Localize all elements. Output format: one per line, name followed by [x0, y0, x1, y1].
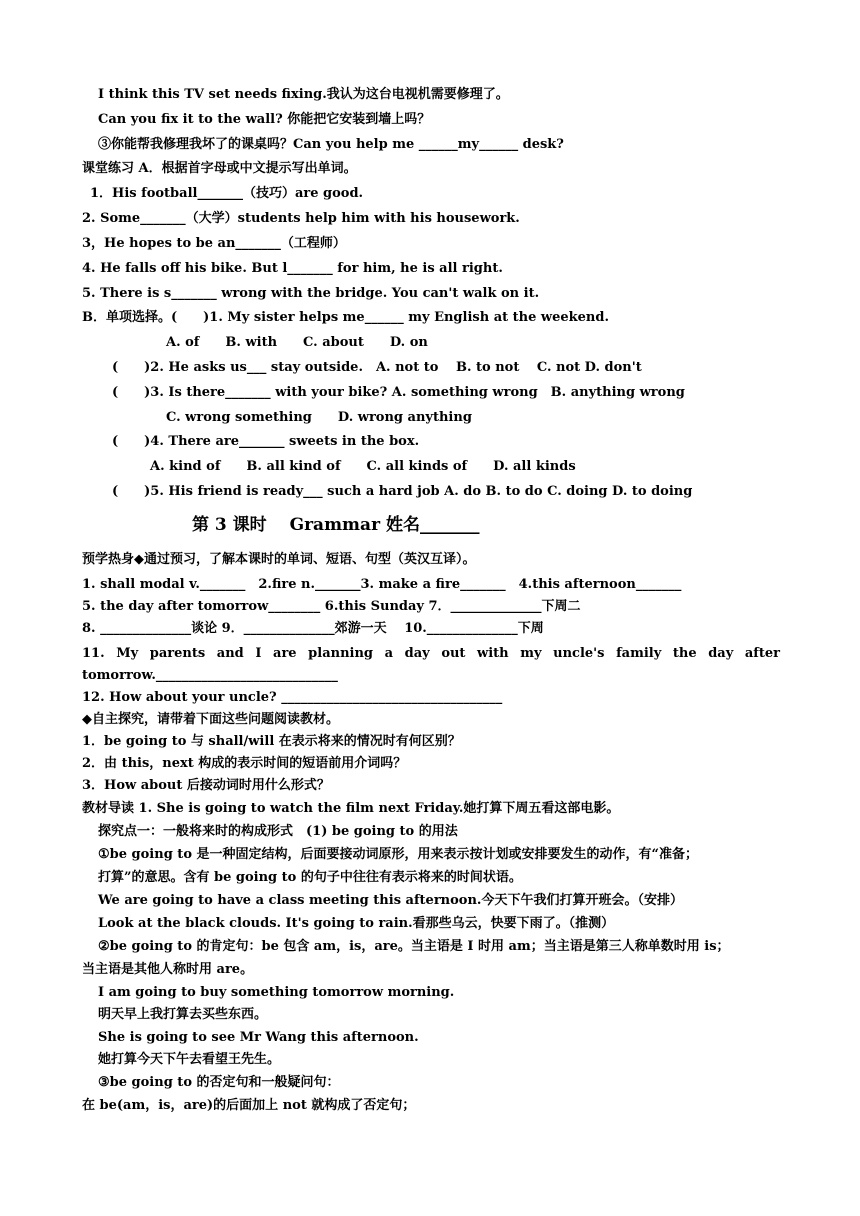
line: 8. ______________谈论 9．______________郊游一天 10.______________下周 — [82, 621, 544, 636]
line: 教材导读 1. She is going to watch the film next Friday.她打算下周五看这部电影。 — [82, 801, 620, 816]
line: 当主语是其他人称时用 are。 — [82, 962, 254, 977]
line: ③你能帮我修理我坏了的课桌吗？Can you help me ______my______ desk? — [98, 137, 564, 152]
q11-word: planning — [308, 646, 374, 661]
question: ( )3. Is there_______ with your bike? A. something wrong B. anything wrong — [112, 385, 685, 400]
q11-word: are — [273, 646, 297, 661]
options: A. of B. with C. about D. on — [166, 335, 428, 350]
q11-word: parents — [149, 646, 206, 661]
line: We are going to have a class meeting this afternoon.今天下午我们打算开班会。（安排） — [98, 893, 683, 908]
q11-word: the — [672, 646, 697, 661]
question: ( )2. He asks us___ stay outside. A. not to B. to not C. not D. don't — [112, 360, 642, 375]
line: She is going to see Mr Wang this afternoon. — [98, 1030, 419, 1045]
line: 她打算今天下午去看望王先生。 — [98, 1052, 281, 1067]
line: ②be going to 的肯定句：be 包含 am，is，are。当主语是 I 时用 am；当主语是第三人称单数时用 is； — [98, 939, 730, 954]
line: Look at the black clouds. It's going to rain.看那些乌云，快要下雨了。（推测） — [98, 916, 615, 931]
line: 打算”的意思。含有 be going to 的句子中往往有表示将来的时间状语。 — [98, 870, 522, 885]
line: Can you fix it to the wall? 你能把它安装到墙上吗？ — [98, 112, 431, 127]
section-heading: B．单项选择。( )1. My sister helps me______ my English at the weekend. — [82, 310, 609, 325]
line: 5. There is s_______ wrong with the bridge. You can't walk on it. — [82, 286, 540, 301]
options: A. kind of B. all kind of C. all kinds of D. all kinds — [150, 459, 576, 474]
lesson-title: 第 3 课时 Grammar 姓名_______ — [192, 515, 480, 535]
q11-word: 11. — [82, 646, 105, 661]
line: 3，He hopes to be an_______（工程师） — [82, 236, 346, 251]
options: C. wrong something D. wrong anything — [166, 410, 472, 425]
line: 4. He falls off his bike. But l_______ for him, he is all right. — [82, 261, 503, 276]
line: 5. the day after tomorrow________ 6.this Sunday 7．______________下周二 — [82, 599, 581, 614]
q11-word: I — [255, 646, 262, 661]
line: I am going to buy something tomorrow morning. — [98, 985, 455, 1000]
line: 1．His football_______（技巧）are good. — [90, 186, 364, 201]
question: ( )4. There are_______ sweets in the box. — [112, 434, 420, 449]
line: ①be going to 是一种固定结构，后面要接动词原形，用来表示按计划或安排要发生的动作，有“准备； — [98, 847, 698, 862]
q11-word: family — [616, 646, 662, 661]
line: 2．由 this，next 构成的表示时间的短语前用介词吗？ — [82, 756, 407, 771]
line: 1. shall modal v._______ 2.fire n._______3. make a fire_______ 4.this afternoon_______ — [82, 577, 682, 592]
line: ◆自主探究，请带着下面这些问题阅读教材。 — [82, 712, 339, 727]
q11-word: my — [520, 646, 542, 661]
line: 预学热身◆通过预习，了解本课时的单词、短语、句型（英汉互译）。 — [82, 552, 476, 567]
line: ③be going to 的否定句和一般疑问句： — [98, 1075, 340, 1090]
question: ( )5. His friend is ready___ such a hard job A. do B. to do C. doing D. to doing — [112, 484, 693, 499]
line: 2. Some_______（大学）students help him with his housework. — [82, 211, 520, 226]
q11-word: day — [404, 646, 430, 661]
line: 探究点一：一般将来时的构成形式 (1) be going to 的用法 — [98, 824, 458, 839]
q11-word: uncle's — [553, 646, 605, 661]
q11-word: and — [216, 646, 244, 661]
q11-word: a — [384, 646, 394, 661]
line: 明天早上我打算去买些东西。 — [98, 1007, 268, 1022]
question-11 — [82, 646, 780, 662]
q11-word: out — [441, 646, 466, 661]
line: 在 be(am，is，are)的后面加上 not 就构成了否定句； — [82, 1098, 416, 1113]
line: 1．be going to 与 shall/will 在表示将来的情况时有何区别？ — [82, 734, 461, 749]
line: I think this TV set needs fixing.我认为这台电视机需要修理了。 — [98, 87, 509, 102]
q11-word: after — [744, 646, 780, 661]
line: 12. How about your uncle? __________________________________ — [82, 690, 503, 705]
q11-word: with — [477, 646, 509, 661]
section-heading: 课堂练习 A．根据首字母或中文提示写出单词。 — [82, 161, 357, 176]
question-11-end: tomorrow.____________________________ — [82, 668, 338, 683]
q11-word: My — [116, 646, 139, 661]
q11-word: day — [708, 646, 734, 661]
line: 3．How about 后接动词时用什么形式？ — [82, 778, 330, 793]
